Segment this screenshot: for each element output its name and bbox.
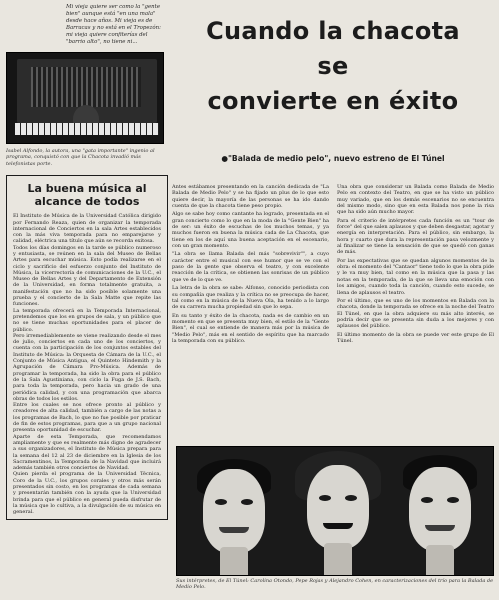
box-body [13, 213, 161, 515]
left-column [6, 4, 168, 596]
piano-photo-caption: Isabel Alfondo, la autora, una "gata importante" ingenio al programa, conquistó con que la Chacota invadió más telefonistas porte. [6, 148, 155, 167]
article-paragraph: La letra de la obra se sabe: Alfonso, conocido periodista con su compañía que realiza y la crítica no se preocupa de hacer, tal como en la música de la Nueva Ola, ha tenido a lo largo de su carrera mucha propiedad sin que lo sepa. [172, 285, 329, 311]
piano-photo [6, 52, 164, 144]
box-title: La buena música al alcance de todos [27, 182, 147, 209]
music-article-box [6, 175, 168, 520]
box-paragraph: Entre los cuales se nos ofrece pronto al público y creadores de alta calidad, también a cargo de las notas a los programas de Bach, lo que no fue posible por praticar de fin de estos programas, para que a un grupo nacional presenta oportunidad de escuchar. [13, 402, 161, 434]
masks-photo [176, 446, 494, 576]
article-paragraph: "La obra se llama Balada del más "sobrevivir"", a cuyo carácter entre el musical con ese humor que se ve con el paso de la gente que observa el teatro, y con excelente reacción de la crítica, se obtienen las sonrisas de un público que ve de lo que ve. [172, 251, 329, 283]
box-paragraph: Quien pierda el programa de la Universidad Técnica, Coro de la U.C., los grupos corales y otros más serán presentados sin costo, en los programas de cada semana y presentarán también con la ayuda que la Universidad brinda para que el público en general pueda disfrutar de la música que lo cultiva, a la divulgación de su música en general. [13, 471, 161, 516]
article-paragraph: Para el criterio de intérpretes cada función es un "tour de force" del que salen aplausos y que deben desgastar, agotar y energía en interpretación. Para el público, sin embargo, la hora y cuarto que dura la representación pasa velozmente y al finalizar se tiene la sensación de que se quedó con ganas de más. [337, 217, 494, 256]
box-paragraph: Aparte de esta Temporada, que recomendamos ampliamente y que es realmente más digno de agradecer a sus organizadores, el Instituto de Música prepara para la semana del 12 al 23 de diciembre en la Iglesia de los Sacramentinos, la Temporada de la Navidad que incluirá además también otros conciertos de Navidad. [13, 433, 161, 472]
article-paragraph: El último momento de la obra se puede ver este grupo de El Túnel. [337, 331, 494, 344]
article-paragraph: Por las expectativas que se quedan algunos momentos de la obra: el momento del "Cantaor" tiene todo lo que la obra pide y le va muy bien, tal como en la música que la pasa y las notas en la temporada, de la que se lleva una emoción con los amigos, cuando toda la canción, cuando esto sucede, se llena de aplausos el teatro. [337, 257, 494, 296]
box-paragraph: La temporada ofrecerá en la Temporada Internacional, pretendemos que los en grupos de sala, y un público que no se tiene muchas oportunidades para el placer de público. [13, 307, 161, 333]
headline [172, 14, 494, 119]
article-column [172, 184, 329, 440]
article-paragraph: Por el último, que es uno de los momentos en Balada con la chacota, donde la temporada se ofrece en la noche del Teatro El Túnel, en que la obra adquiere su más alto interés, se podría decir que se presenta sin duda a los mejores y con aplausos del público. [337, 297, 494, 330]
box-paragraph: El Instituto de Música de la Universidad Católica dirigido por Fernando Reaza, quien de organizar la temporada internacional de Conciertos en la sala Artes establecidos con la más viva temporada para no emparejarse y calidad, eléctrica una título que aún se recorda exitosa. [13, 213, 161, 245]
masks-photo-caption: Sus intérpretes, de El Túnel: Carolina Otondo, Pepe Rojas y Alejandro Cohen, en caracterizaciones del trío para la Balada de Medio Pelo. [176, 578, 494, 591]
headline-line: se [317, 52, 349, 80]
article-columns [172, 184, 494, 440]
article-paragraph: Antes estábamos presentando en la canción dedicada de "La Balada de Medio Pelo" y se ha fijado un plus de lo que esto quiere decir, la mayoría de las personas se ha ido dando cuenta de que la chacota tiene peso propio. [172, 184, 329, 210]
subheadline: ●"Balada de medio pelo", nuevo estreno de El Túnel [221, 154, 445, 163]
headline-line: convierte en éxito [207, 87, 459, 115]
headline-line: Cuando la chacota [206, 17, 460, 45]
article-column [337, 184, 494, 440]
article-paragraph: Algo se sabe hoy como cantante ha logrado, presentada en el gran concierto como lo que en la moda de la "Gente Bien" ha de ser: un éxito de escuchas de los muchos temas, y ya muchos fueron en buena la música cada de La Chacota, que tiene en los de aquí una buena aceptación en el escenario, con un gran momento. [172, 211, 329, 250]
box-paragraph: Pero irremediablemente se viene realizando desde el mes de julio, conciertos en cada uno de los conciertos, y cuenta con la participación de los conjuntos estables del Instituto de Música: la Orquesta de Cámara de la U.C., el Conjunto de Música Antigua, el Quinteto Hindemith y la Agrupación de Cámara Pro-Música. Además de programar la temporada, ha sido la obra para el público de la Sala Agustiniana, con ciclo la Fuga de J.S. Bach, para toda la temporada, pero hacia un grado de una periódica calidad, y con una programación que abarca obras de todos los estilos. [13, 332, 161, 402]
intro-blurb: Mi vieja quiere ser como la "gente bien" aunque está "en una mala" desde hace años. Mi vieja es de Barracas y no está en el Tropezón: mi vieja quiere confiterías del "barrio alto", no tiene ni... [66, 4, 161, 45]
box-paragraph: Todos los días domingos en la tarde se público numeroso y entusiasta, se reúnen en la sala del Museo de Bellas Artes para escuchar música. Esto podía realizarse en el ciclo y sacrificio del esfuerzo conjunto del Instituto de Música, la vicerrectoría de comunicaciones de la U.C., el Museo de Bellas Artes y del Departamento de Extensión de la Universidad, en forma totalmente gratuita, a manifestación que no ha sido posible solamente una prueba y el concierto de la Sala Matte que repite las funciones. [13, 244, 161, 308]
article-paragraph: En su tanto y éxito de la chacota, nada es de cambio en un momento en que se presenta muy bien, el estilo de la "Gente Bien", el cual se entiende de manera más por la música de "Medio Pelo", más en el sentido de espíritu que ha marcado la temporada con su público. [172, 312, 329, 344]
article-paragraph: Una obra que considerar un Balada como Balada de Medio Pelo en contexto del Teatro, en que se ha visto un público muy variado, que en los demás escenarios no se encuentra del mismo modo, sino que en esta Balada nos pone la risa que ha sido aún mucho mayor. [337, 184, 494, 216]
